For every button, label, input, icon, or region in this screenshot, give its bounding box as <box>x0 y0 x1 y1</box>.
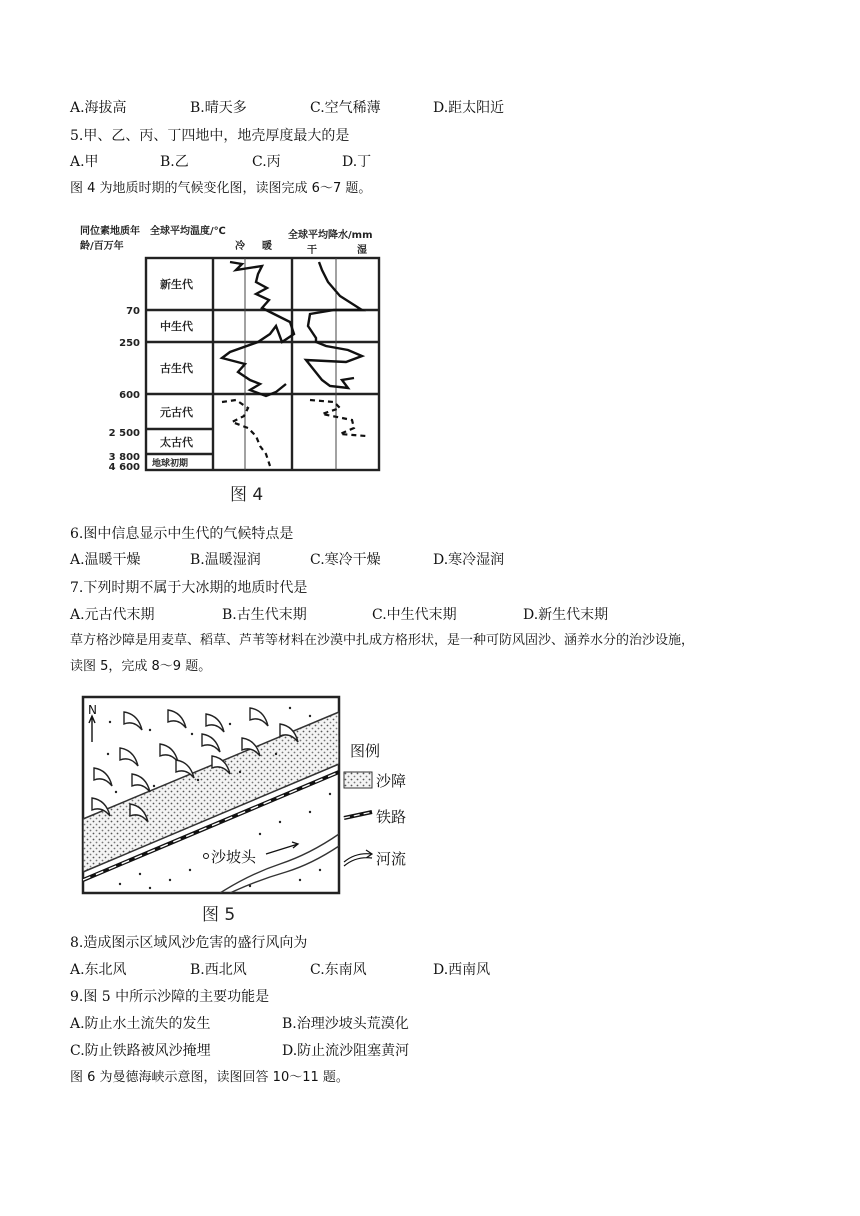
q5-option-a: A.甲 <box>70 154 99 170</box>
legend-sand-barrier-swatch <box>344 772 372 788</box>
q6-option-c: C.寒冷干燥 <box>310 552 381 568</box>
legend-sand-barrier: 沙障 <box>376 772 407 790</box>
header-precip-dry: 干 <box>307 245 317 256</box>
q8-option-b: B.西北风 <box>190 962 247 978</box>
legend-river: 河流 <box>376 850 407 868</box>
age-2500: 2 500 <box>108 428 140 439</box>
q7-option-a: A.元古代末期 <box>70 607 155 623</box>
era-proterozoic: 元古代 <box>160 406 193 419</box>
q9-stem: 9.图 5 中所示沙障的主要功能是 <box>70 989 270 1005</box>
q6-option-b: B.温暖湿润 <box>190 552 261 568</box>
legend-river-swatch <box>344 850 372 866</box>
age-3800: 3 800 <box>108 452 140 463</box>
age-4600: 4 600 <box>108 462 140 473</box>
north-label: N <box>88 703 97 717</box>
figure-5 <box>80 694 420 926</box>
q8-option-a: A.东北风 <box>70 962 127 978</box>
temperature-curve-dashed <box>222 400 270 466</box>
q9-option-b: B.治理沙坡头荒漠化 <box>282 1016 409 1032</box>
q7-option-b: B.古生代末期 <box>222 607 307 623</box>
q8-stem: 8.造成图示区域风沙危害的盛行风向为 <box>70 935 308 951</box>
figure5-intro-line1: 草方格沙障是用麦草、稻草、芦苇等材料在沙漠中扎成方格形状，是一种可防风固沙、涵养水分的治沙设施， <box>70 633 695 648</box>
era-cenozoic: 新生代 <box>160 278 193 291</box>
q8-option-d: D.西南风 <box>433 962 491 978</box>
figure4-caption: 图 4 <box>230 485 264 505</box>
era-early-earth: 地球初期 <box>152 459 189 469</box>
q9-option-d: D.防止流沙阻塞黄河 <box>282 1043 410 1059</box>
header-temp-warm: 暖 <box>262 241 272 252</box>
q7-stem: 7.下列时期不属于大冰期的地质时代是 <box>70 580 308 596</box>
figure6-intro: 图 6 为曼德海峡示意图，读图回答 10～11 题。 <box>70 1070 349 1085</box>
header-age-2: 龄/百万年 <box>80 241 124 252</box>
q9-option-c: C.防止铁路被风沙掩埋 <box>70 1043 211 1059</box>
header-precip: 全球平均降水/mm <box>288 230 373 241</box>
age-250: 250 <box>119 338 140 349</box>
legend-railway: 铁路 <box>376 808 407 826</box>
age-70: 70 <box>126 306 140 317</box>
header-temp-cold: 冷 <box>235 241 245 252</box>
q5-option-c: C.丙 <box>252 154 281 170</box>
header-precip-wet: 湿 <box>357 245 367 256</box>
q4-option-b: B.晴天多 <box>190 100 247 116</box>
q4-option-c: C.空气稀薄 <box>310 100 381 116</box>
precipitation-curve <box>306 262 362 388</box>
q5-stem: 5.甲、乙、丙、丁四地中，地壳厚度最大的是 <box>70 128 350 144</box>
q4-option-a: A.海拔高 <box>70 100 127 116</box>
q6-stem: 6.图中信息显示中生代的气候特点是 <box>70 526 294 542</box>
figure5-caption: 图 5 <box>202 905 236 925</box>
q9-option-a: A.防止水土流失的发生 <box>70 1016 211 1032</box>
q6-option-d: D.寒冷湿润 <box>433 552 505 568</box>
q5-option-d: D.丁 <box>342 154 372 170</box>
q8-option-c: C.东南风 <box>310 962 367 978</box>
q4-option-d: D.距太阳近 <box>433 100 505 116</box>
precipitation-curve-dashed <box>310 400 366 436</box>
temperature-curve <box>222 262 294 396</box>
figure4-intro: 图 4 为地质时期的气候变化图，读图完成 6～7 题。 <box>70 181 372 196</box>
era-archean: 太古代 <box>160 436 193 449</box>
header-temp: 全球平均温度/℃ <box>150 226 226 237</box>
header-age-1: 同位素地质年 <box>80 226 140 237</box>
age-600: 600 <box>119 390 140 401</box>
q7-option-c: C.中生代末期 <box>372 607 457 623</box>
place-shapotou: 沙坡头 <box>211 848 257 866</box>
figure-4 <box>70 222 400 507</box>
figure5-intro-line2: 读图 5，完成 8～9 题。 <box>70 659 212 674</box>
legend-title: 图例 <box>350 742 381 760</box>
q6-option-a: A.温暖干燥 <box>70 552 141 568</box>
q7-option-d: D.新生代末期 <box>523 607 609 623</box>
q5-option-b: B.乙 <box>160 154 189 170</box>
era-paleozoic: 古生代 <box>160 362 193 375</box>
era-mesozoic: 中生代 <box>160 320 193 333</box>
